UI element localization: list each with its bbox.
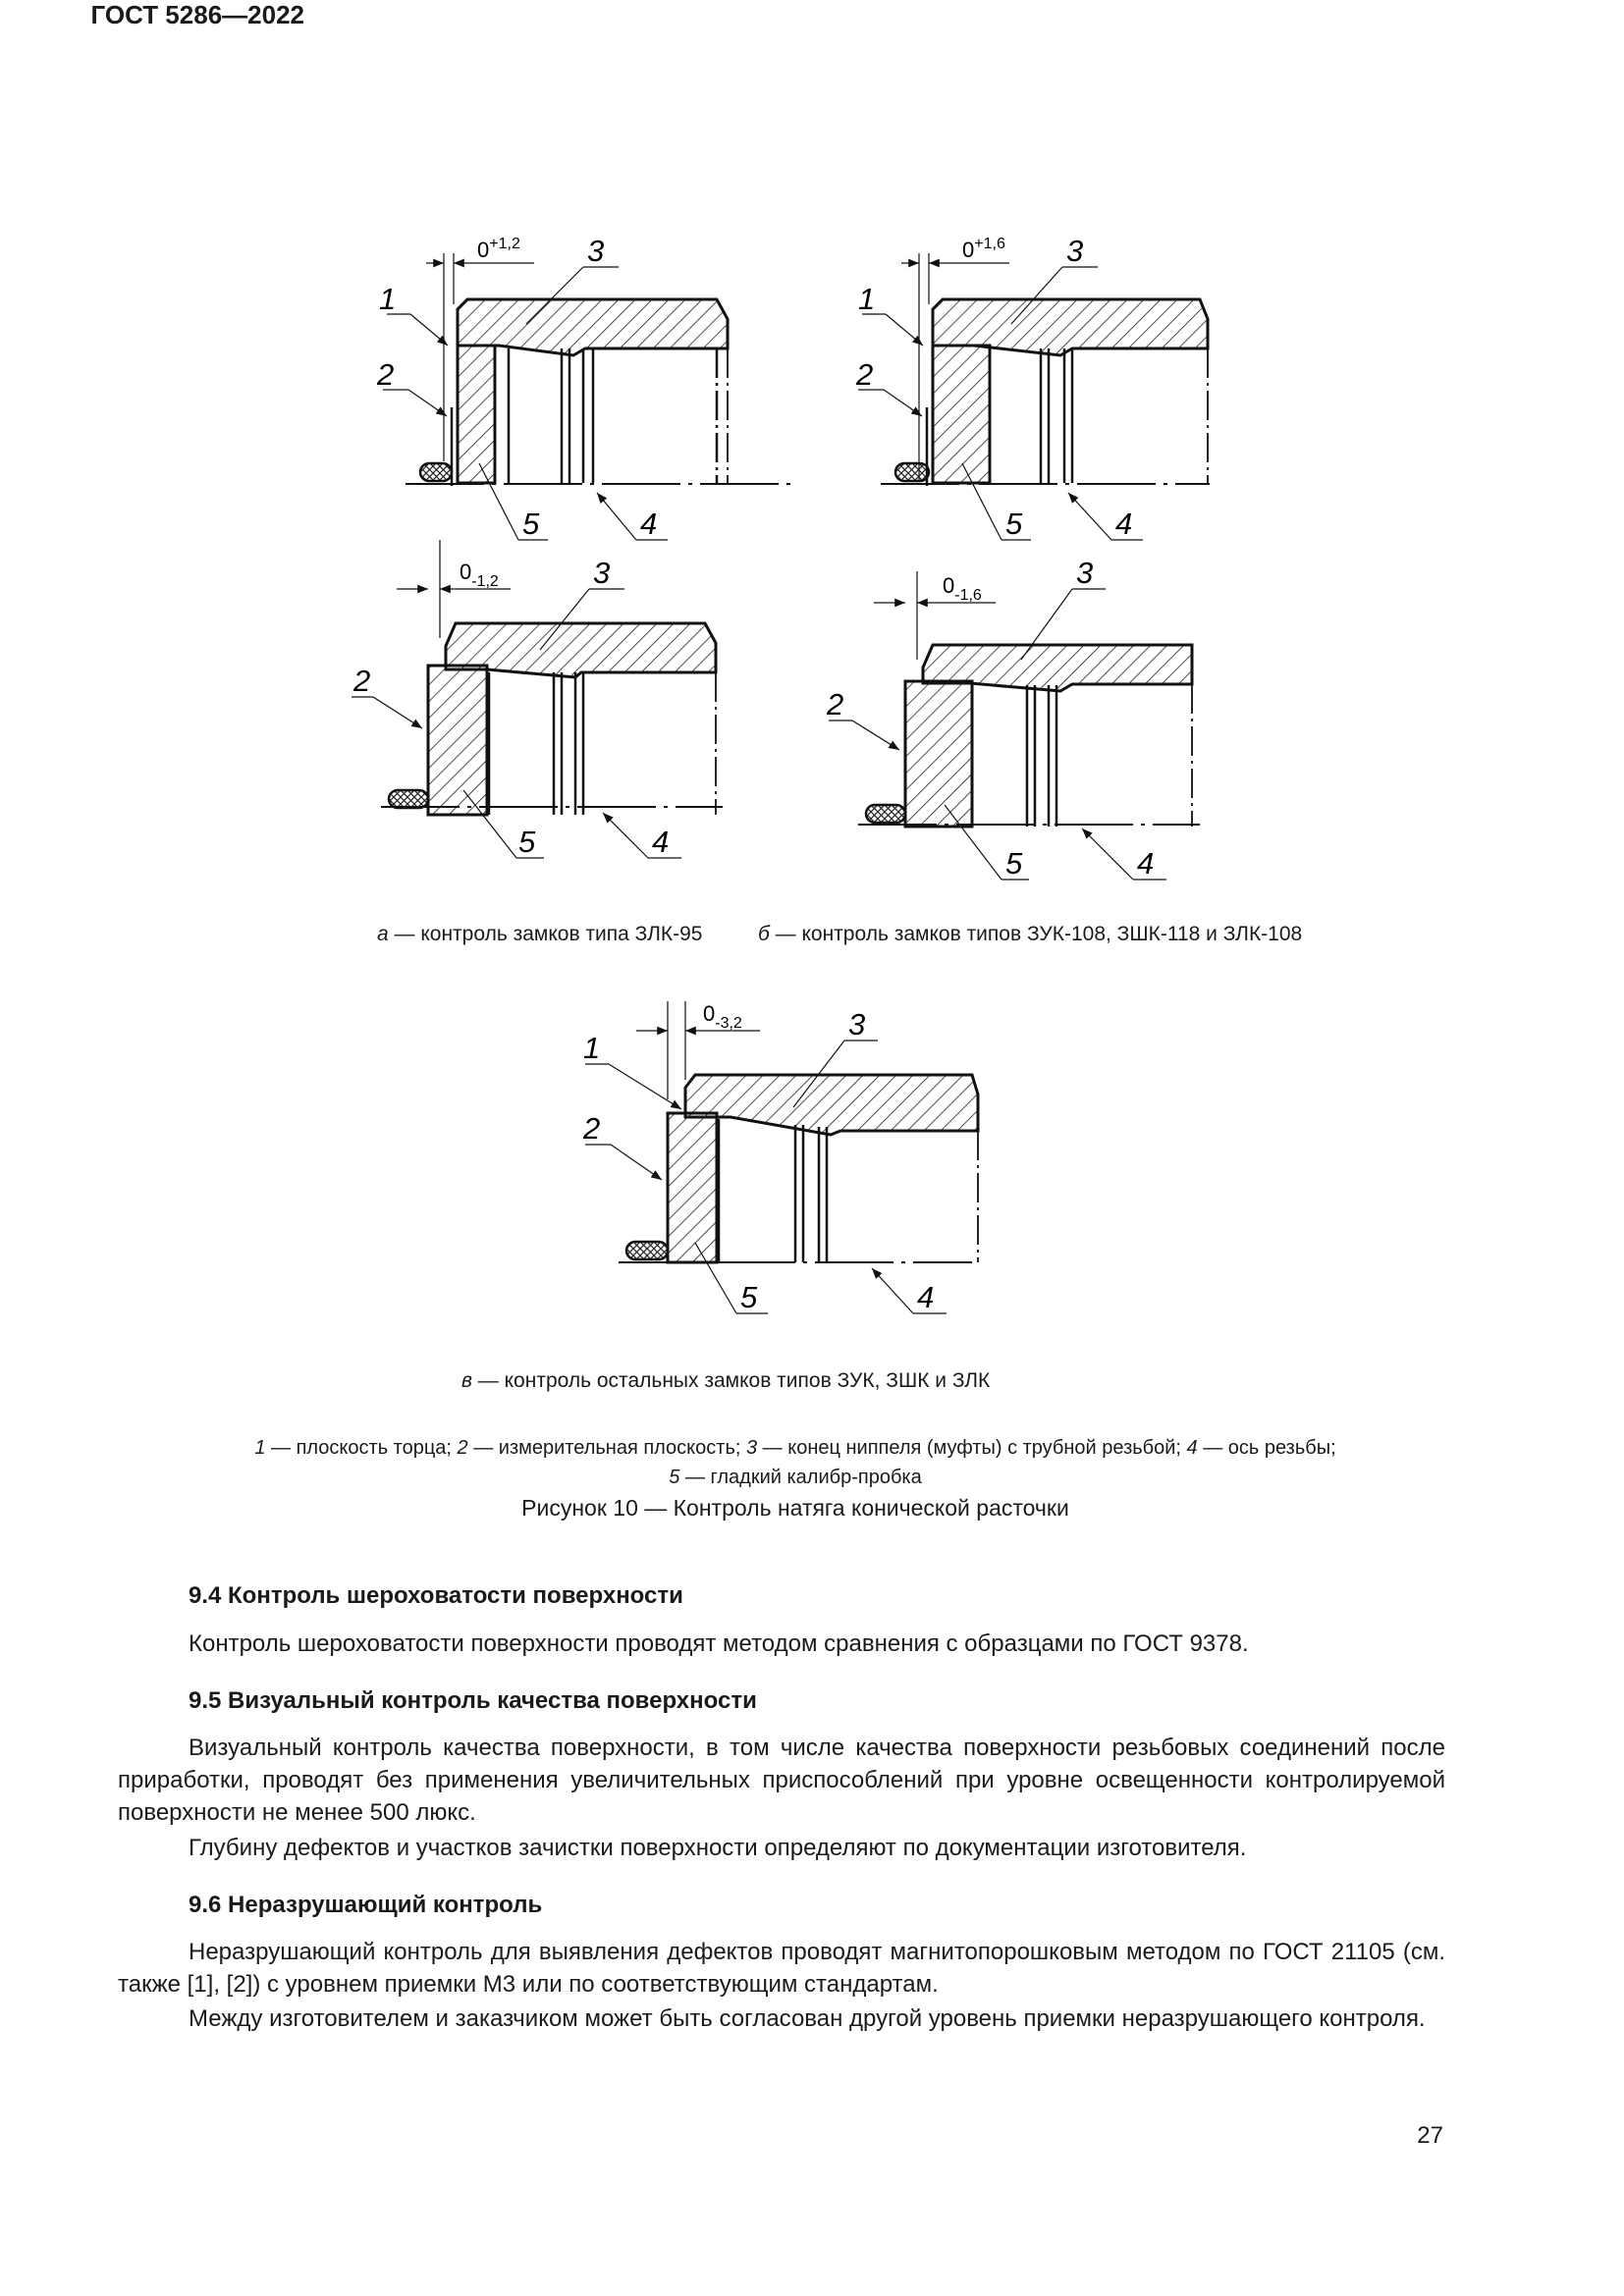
nipple-end <box>458 299 728 355</box>
label-3: 3 <box>1076 556 1094 590</box>
caption-c: в — контроль остальных замков типов ЗУК, ЗШК и ЗЛК <box>461 1369 991 1392</box>
tolerance-label-c: $0_{-3,2}$ <box>703 1001 742 1032</box>
label-2: 2 <box>583 1111 601 1146</box>
label-2: 2 <box>856 357 874 392</box>
label-1: 1 <box>583 1031 601 1065</box>
figure-legend: 1 — плоскость торца; 2 — измерительная плоскость; 3 — конец ниппеля (муфты) с трубной резьбой; 4 — ось резьбы; 5 — гладкий калибр-пробка <box>254 1437 1336 1488</box>
label-5: 5 <box>1005 846 1023 881</box>
label-4: 4 <box>1137 846 1155 881</box>
gauge-plug <box>458 346 495 483</box>
label-3: 3 <box>593 556 611 590</box>
standard-number: ГОСТ 5286—2022 <box>90 0 304 29</box>
label-2: 2 <box>353 664 371 698</box>
label-3: 3 <box>848 1007 866 1041</box>
figure-title: Рисунок 10 — Контроль натяга конической расточки <box>521 1495 1069 1521</box>
view-a-bottom <box>352 540 723 859</box>
label-4: 4 <box>1115 507 1133 541</box>
section-heading-9-4: 9.4 Контроль шероховатости поверхности <box>189 1582 683 1609</box>
label-1: 1 <box>379 282 397 316</box>
caption-a: а — контроль замков типа ЗЛК-95 <box>377 923 703 945</box>
label-1: 1 <box>858 282 876 316</box>
view-b-bottom <box>826 556 1200 881</box>
page-number: 27 <box>1417 2122 1443 2149</box>
paragraph: Контроль шероховатости поверхности проводят методом сравнения с образцами по ГОСТ 9378. <box>189 1630 1249 1657</box>
view-a-top <box>376 234 798 541</box>
label-4: 4 <box>917 1280 935 1314</box>
paragraph: Глубину дефектов и участков зачистки поверхности определяют по документации изготовителя. <box>189 1835 1247 1861</box>
label-5: 5 <box>518 825 536 859</box>
tolerance-label-b-bottom: $0_{-1,6}$ <box>943 573 982 604</box>
view-b-top <box>855 234 1210 541</box>
label-5: 5 <box>740 1280 758 1314</box>
label-2: 2 <box>377 357 395 392</box>
label-5: 5 <box>522 507 540 541</box>
label-3: 3 <box>587 234 605 268</box>
label-4: 4 <box>652 825 670 859</box>
paragraph: Между изготовителем и заказчиком может быть согласован другой уровень приемки неразрушающего контроля. <box>189 2005 1426 2032</box>
section-heading-9-5: 9.5 Визуальный контроль качества поверхности <box>189 1687 757 1714</box>
caption-b: б — контроль замков типов ЗУК-108, ЗШК-118 и ЗЛК-108 <box>758 923 1303 945</box>
label-3: 3 <box>1066 234 1084 268</box>
view-c <box>582 1001 978 1314</box>
label-5: 5 <box>1005 507 1023 541</box>
handle <box>420 463 452 481</box>
tolerance-label-a-top: $0^{+1,2}$ <box>477 236 520 262</box>
paragraph: Визуальный контроль качества поверхности, в том числе качества поверхности резьбовых соединений после приработки, проводят без применения увеличительных приспособлений при уровне освещенности контролируемой поверхности не менее 500 люкс. <box>118 1735 1445 1826</box>
paragraph: Неразрушающий контроль для выявления дефектов проводят магнитопорошковым методом по ГОСТ 21105 (см. также [1], [2]) с уровнем приемки М3 или по соответствующим стандартам. <box>118 1939 1445 1998</box>
tolerance-label-b-top: $0^{+1,6}$ <box>962 236 1005 262</box>
tolerance-label-a-bottom: $0_{-1,2}$ <box>460 560 499 590</box>
label-4: 4 <box>640 507 658 541</box>
label-2: 2 <box>827 687 844 721</box>
section-heading-9-6: 9.6 Неразрушающий контроль <box>189 1892 543 1918</box>
